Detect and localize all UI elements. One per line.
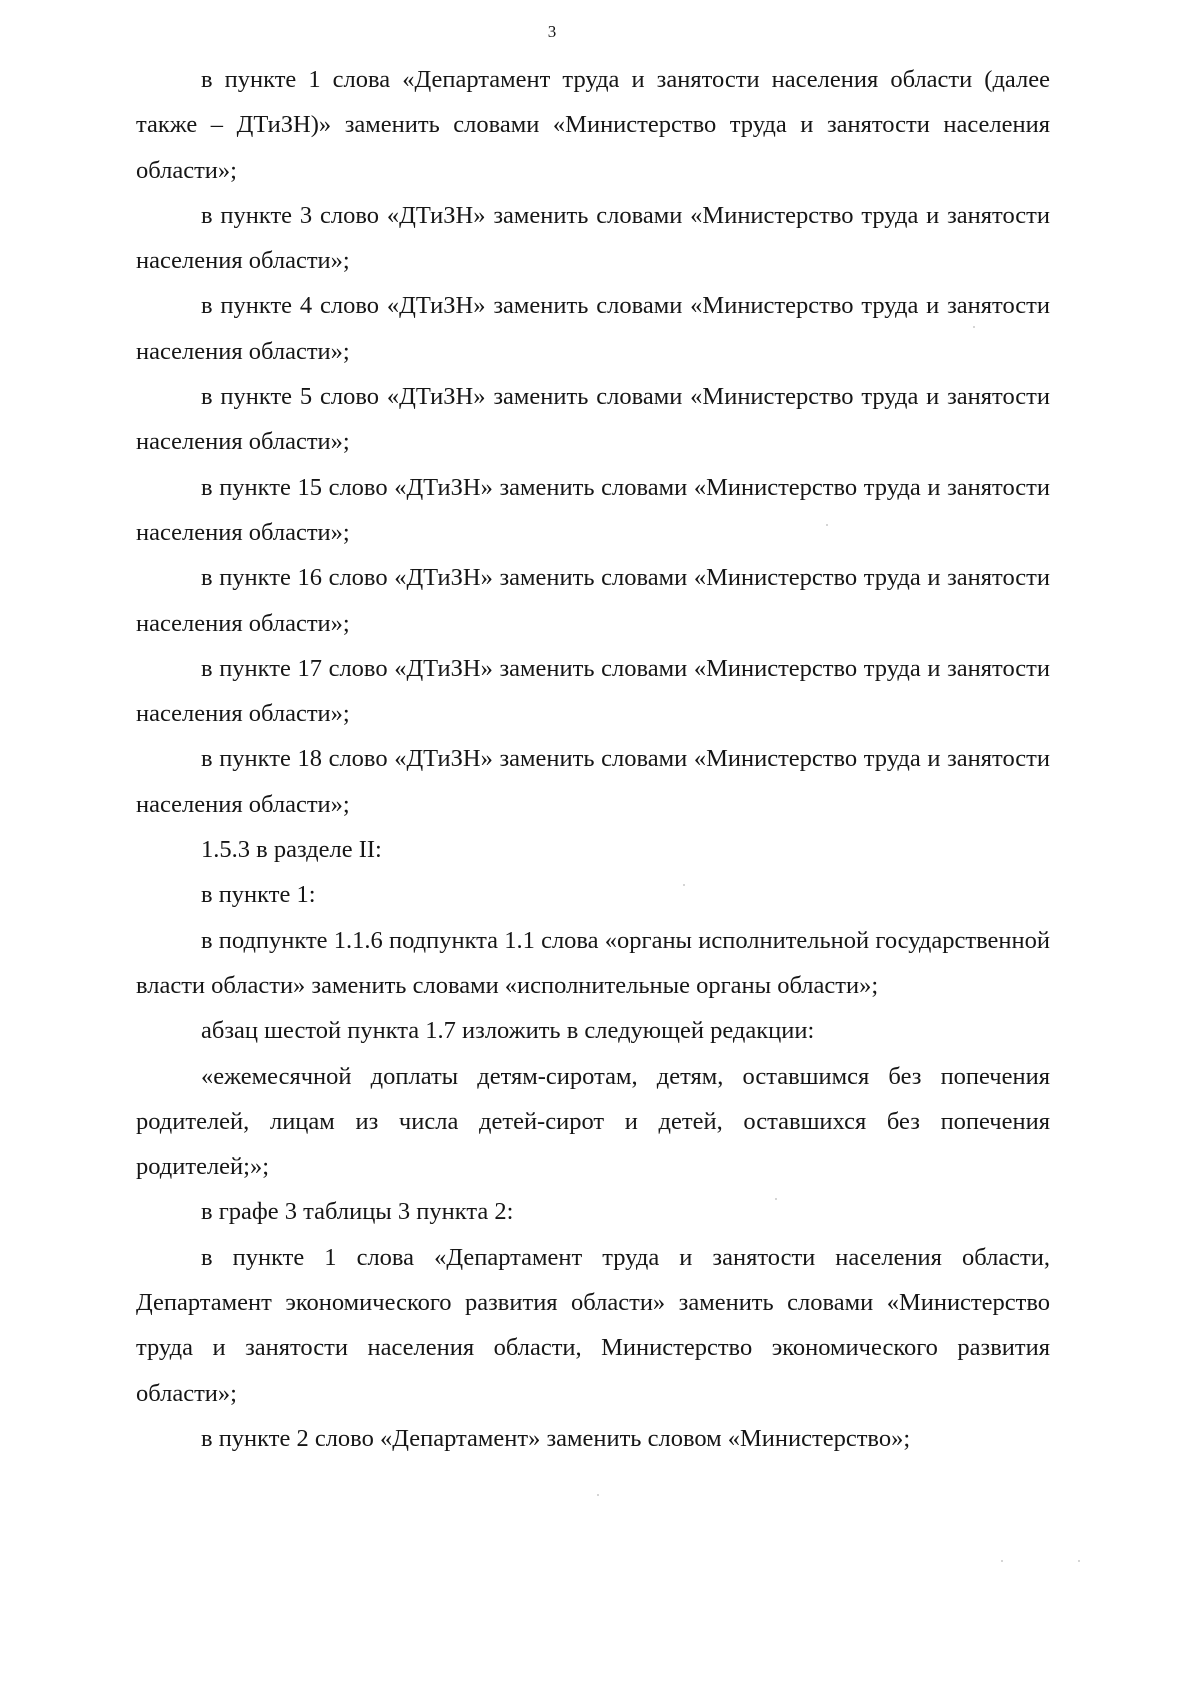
paragraph: в пункте 15 слово «ДТиЗН» заменить словами «Министерство труда и занятости населения области»; [136, 473, 1050, 546]
paragraph: в пункте 5 слово «ДТиЗН» заменить словами «Министерство труда и занятости населения области»; [136, 383, 1050, 456]
paragraph: в пункте 2 слово «Департамент» заменить словом «Министерство»; [201, 1424, 911, 1452]
scan-speck [826, 524, 828, 526]
paragraph: абзац шестой пункта 1.7 изложить в следующей редакции: [201, 1017, 815, 1045]
scan-speck [1001, 1560, 1003, 1562]
scan-speck [973, 326, 975, 328]
document-body [136, 57, 1050, 1461]
section-heading: 1.5.3 в разделе II: [201, 836, 382, 864]
paragraph: в пункте 18 слово «ДТиЗН» заменить словами «Министерство труда и занятости населения области»; [136, 745, 1050, 818]
paragraph: в пункте 1 слова «Департамент труда и занятости населения области, Департамент экономического развития области» заменить словами «Министерство труда и занятости населения области, Министерство экономического развития области»; [136, 1243, 1050, 1407]
paragraph: в пункте 3 слово «ДТиЗН» заменить словами «Министерство труда и занятости населения области»; [136, 201, 1050, 275]
quoted-paragraph: «ежемесячной доплаты детям-сиротам, детям, оставшимся без попечения родителей, лицам из числа детей-сирот и детей, оставшихся без попечения родителей;»; [136, 1062, 1050, 1181]
paragraph: в подпункте 1.1.6 подпункта 1.1 слова «органы исполнительной государственной власти области» заменить словами «исполнительные органы области»; [136, 926, 1050, 999]
scan-speck [597, 1494, 599, 1496]
paragraph: в пункте 1: [201, 881, 316, 909]
paragraph: в пункте 17 слово «ДТиЗН» заменить словами «Министерство труда и занятости населения области»; [136, 654, 1050, 728]
scan-speck [775, 1198, 777, 1200]
page-number: 3 [547, 22, 557, 41]
paragraph: в графе 3 таблицы 3 пункта 2: [201, 1198, 514, 1226]
paragraph: в пункте 4 слово «ДТиЗН» заменить словами «Министерство труда и занятости населения области»; [136, 292, 1050, 365]
paragraph: в пункте 1 слова «Департамент труда и занятости населения области (далее также – ДТиЗН)» заменить словами «Министерство труда и занятости населения области»; [136, 66, 1050, 184]
paragraph: в пункте 16 слово «ДТиЗН» заменить словами «Министерство труда и занятости населения области»; [136, 564, 1050, 637]
scan-speck [1078, 1560, 1080, 1562]
scan-speck [683, 884, 685, 886]
